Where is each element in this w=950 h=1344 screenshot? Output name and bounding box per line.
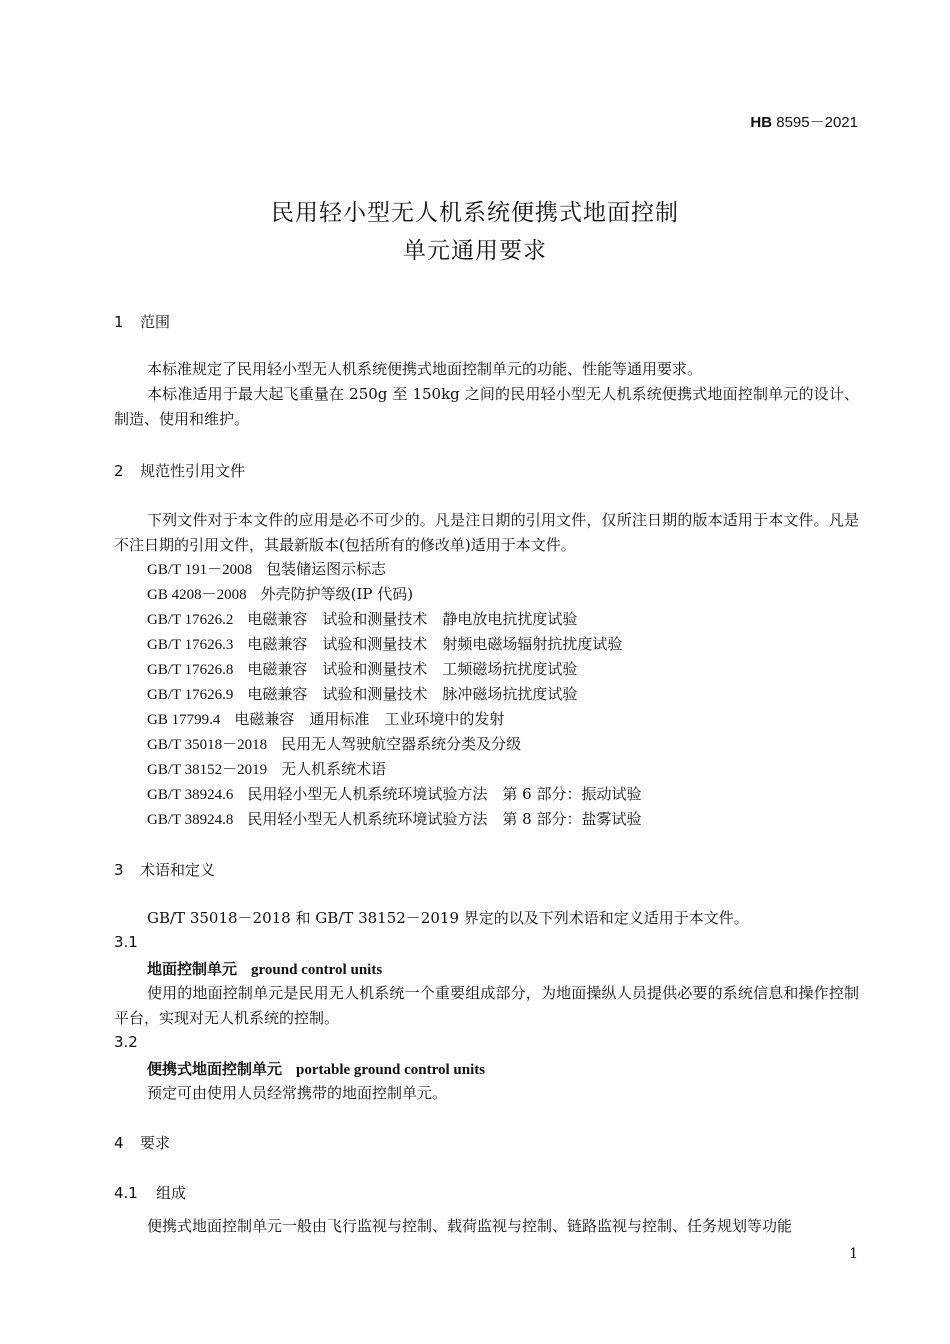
document-title-line-2: 单元通用要求	[403, 238, 547, 264]
reference-code: GB/T 38924.6	[147, 787, 234, 803]
term-en: portable ground control units	[296, 1062, 486, 1078]
section-2-heading	[114, 460, 245, 481]
term-zh: 地面控制单元	[147, 960, 238, 978]
term-zh: 便携式地面控制单元	[147, 1060, 283, 1078]
term-3-1	[147, 958, 382, 979]
subsection-4-1-paragraph: 便携式地面控制单元一般由飞行监视与控制、载荷监视与控制、链路监视与控制、任务规划等功能	[147, 1217, 793, 1235]
reference-code: GB/T 17626.2	[147, 612, 234, 628]
reference-item	[147, 783, 642, 804]
reference-item	[147, 733, 521, 754]
reference-code: GB/T 38924.8	[147, 812, 234, 828]
reference-code: GB 17799.4	[147, 712, 221, 728]
reference-title: 民用轻小型无人机系统环境试验方法 第 6 部分：振动试验	[247, 785, 642, 803]
section-3-heading	[114, 859, 215, 880]
section-title: 范围	[140, 313, 171, 331]
section-number: 2	[114, 462, 124, 480]
term-en: ground control units	[251, 962, 383, 978]
term-3-2-definition: 预定可由使用人员经常携带的地面控制单元。	[147, 1084, 448, 1102]
section-1-paragraph-1: 本标准规定了民用轻小型无人机系统便携式地面控制单元的功能、性能等通用要求。	[147, 360, 703, 378]
subsection-4-1-heading	[114, 1182, 186, 1203]
section-number: 1	[114, 313, 124, 331]
reference-code: GB 4208－2008	[147, 587, 247, 603]
document-title-line-1: 民用轻小型无人机系统便携式地面控制	[271, 200, 679, 226]
term-3-1-definition: 使用的地面控制单元是民用无人机系统一个重要组成部分，为地面操纵人员提供必要的系统信息和操作控制平台，实现对无人机系统的控制。	[114, 984, 859, 1027]
section-2-intro: 下列文件对于本文件的应用是必不可少的。凡是注日期的引用文件，仅所注日期的版本适用于本文件。凡是不注日期的引用文件，其最新版本(包括所有的修改单)适用于本文件。	[114, 511, 859, 554]
section-title: 要求	[140, 1134, 171, 1152]
reference-item	[147, 758, 386, 779]
reference-item	[147, 633, 622, 654]
section-title: 术语和定义	[140, 861, 216, 879]
reference-code: GB/T 17626.3	[147, 637, 234, 653]
standard-number	[750, 111, 858, 132]
reference-title: 电磁兼容 试验和测量技术 工频磁场抗扰度试验	[247, 660, 578, 678]
reference-item	[147, 608, 577, 629]
reference-item	[147, 683, 577, 704]
term-3-1-number: 3.1	[114, 933, 138, 951]
reference-code: GB/T 17626.9	[147, 687, 234, 703]
reference-title: 包装储运图示标志	[266, 560, 387, 578]
reference-title: 电磁兼容 试验和测量技术 静电放电抗扰度试验	[247, 610, 578, 628]
section-1-heading	[114, 311, 170, 332]
reference-title: 民用无人驾驶航空器系统分类及分级	[281, 735, 522, 753]
reference-item	[147, 658, 577, 679]
reference-title: 电磁兼容 试验和测量技术 脉冲磁场抗扰度试验	[247, 685, 578, 703]
section-title: 规范性引用文件	[140, 462, 246, 480]
term-3-2-number: 3.2	[114, 1033, 138, 1051]
subsection-number: 4.1	[114, 1184, 138, 1202]
section-4-heading	[114, 1132, 170, 1153]
reference-title: 外壳防护等级(IP 代码)	[260, 585, 414, 603]
reference-item	[147, 583, 413, 604]
subsection-title: 组成	[156, 1184, 187, 1202]
reference-title: 电磁兼容 试验和测量技术 射频电磁场辐射抗扰度试验	[247, 635, 623, 653]
reference-title: 电磁兼容 通用标准 工业环境中的发射	[234, 710, 505, 728]
standard-code: 8595－2021	[776, 114, 858, 131]
reference-item	[147, 708, 504, 729]
reference-code: GB/T 35018－2018	[147, 737, 268, 753]
section-number: 3	[114, 861, 124, 879]
reference-title: 民用轻小型无人机系统环境试验方法 第 8 部分：盐雾试验	[247, 810, 642, 828]
reference-item	[147, 808, 642, 829]
reference-code: GB/T 17626.8	[147, 662, 234, 678]
term-3-2	[147, 1058, 485, 1079]
reference-code: GB/T 38152－2019	[147, 762, 268, 778]
reference-item	[147, 558, 386, 579]
standard-prefix: HB	[750, 114, 773, 131]
section-3-intro: GB/T 35018－2018 和 GB/T 38152－2019 界定的以及下列术语和定义适用于本文件。	[147, 909, 749, 927]
section-number: 4	[114, 1134, 124, 1152]
reference-title: 无人机系统术语	[281, 760, 387, 778]
page-number: 1	[849, 1246, 858, 1262]
reference-code: GB/T 191－2008	[147, 562, 253, 578]
section-1-paragraph-2: 本标准适用于最大起飞重量在 250g 至 150kg 之间的民用轻小型无人机系统便携式地面控制单元的设计、制造、使用和维护。	[114, 385, 859, 428]
